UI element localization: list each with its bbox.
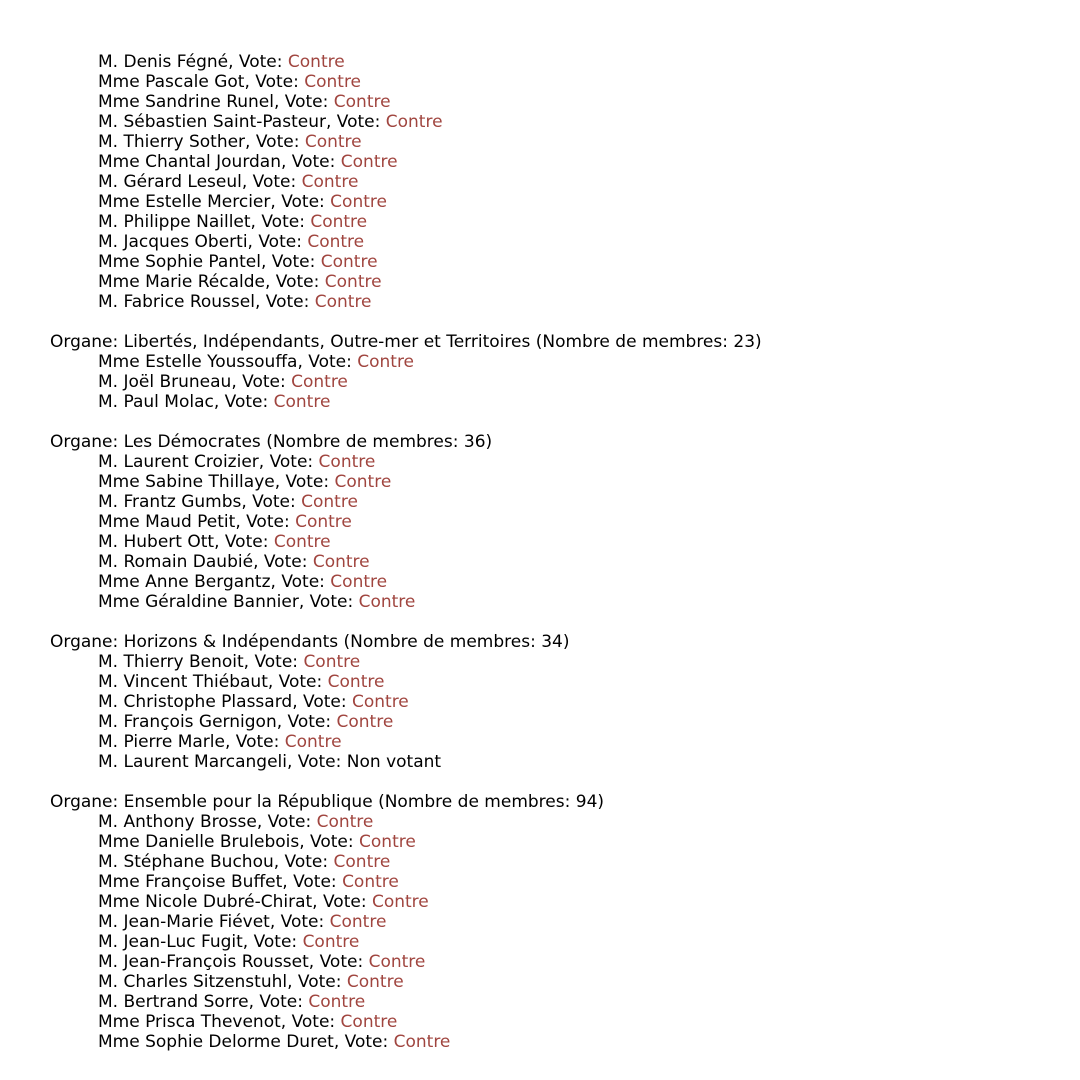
vote-label: , Vote: bbox=[333, 1032, 394, 1052]
vote-label: , Vote: bbox=[241, 492, 302, 512]
member-name: M. Romain Daubié bbox=[98, 552, 254, 572]
group-separator bbox=[50, 312, 1050, 332]
vote-value: Contre bbox=[316, 812, 374, 832]
vote-label: , Vote: bbox=[244, 72, 305, 92]
organe-header bbox=[50, 792, 1050, 812]
vote-value: Contre bbox=[310, 212, 368, 232]
organe-header bbox=[50, 632, 1050, 652]
member-row bbox=[50, 512, 1050, 532]
vote-label: , Vote: bbox=[228, 52, 288, 72]
member-name: Mme Françoise Buffet bbox=[98, 872, 283, 892]
member-row bbox=[50, 752, 1050, 772]
member-name: Mme Pascale Got bbox=[98, 72, 245, 92]
vote-list bbox=[50, 52, 1050, 1052]
vote-label: , Vote: bbox=[254, 292, 315, 312]
vote-label: , Vote: bbox=[265, 272, 325, 292]
organe-name: Les Démocrates bbox=[123, 432, 261, 452]
vote-label: , Vote: bbox=[269, 912, 330, 932]
member-name: M. Philippe Naillet bbox=[98, 212, 251, 232]
member-row bbox=[50, 392, 1050, 412]
member-row bbox=[50, 212, 1050, 232]
group-separator bbox=[50, 412, 1050, 432]
organe-header bbox=[50, 432, 1050, 452]
member-row bbox=[50, 892, 1050, 912]
member-name: M. Laurent Croizier bbox=[98, 452, 259, 472]
members-label: (Nombre de membres: bbox=[338, 632, 542, 652]
member-row bbox=[50, 572, 1050, 592]
vote-value: Contre bbox=[314, 292, 372, 312]
member-name: M. Paul Molac bbox=[98, 392, 214, 412]
members-count: 94 bbox=[575, 792, 598, 812]
vote-label: , Vote: bbox=[270, 192, 331, 212]
member-row bbox=[50, 972, 1050, 992]
vote-value: Contre bbox=[346, 972, 404, 992]
member-name: Mme Danielle Brulebois bbox=[98, 832, 300, 852]
organe-prefix: Organe: bbox=[50, 432, 124, 452]
vote-value: Contre bbox=[303, 652, 361, 672]
member-name: Mme Prisca Thevenot bbox=[98, 1012, 281, 1032]
organe-prefix: Organe: bbox=[50, 332, 124, 352]
vote-value: Contre bbox=[291, 372, 348, 392]
member-row bbox=[50, 152, 1050, 172]
members-close: ) bbox=[597, 792, 605, 812]
members-count: 36 bbox=[463, 432, 486, 452]
member-row bbox=[50, 352, 1050, 372]
vote-value: Contre bbox=[284, 732, 342, 752]
member-row bbox=[50, 912, 1050, 932]
member-name: M. Pierre Marle bbox=[98, 732, 225, 752]
vote-label: , Vote: bbox=[260, 252, 321, 272]
member-name: M. Thierry Benoit bbox=[98, 652, 244, 672]
vote-value: Contre bbox=[340, 1012, 398, 1032]
vote-label: , Vote: bbox=[245, 132, 305, 152]
members-count: 23 bbox=[733, 332, 756, 352]
member-row bbox=[50, 812, 1050, 832]
vote-value: Contre bbox=[330, 572, 388, 592]
member-name: M. Joël Bruneau bbox=[98, 372, 232, 392]
member-row bbox=[50, 732, 1050, 752]
member-name: M. Laurent Marcangeli bbox=[98, 752, 287, 772]
member-name: M. Hubert Ott bbox=[98, 532, 215, 552]
vote-value: Contre bbox=[308, 992, 366, 1012]
member-name: Mme Nicole Dubré-Chirat bbox=[98, 892, 313, 912]
member-name: M. Thierry Sother bbox=[98, 132, 246, 152]
vote-label: , Vote: bbox=[312, 892, 372, 912]
member-name: M. Sébastien Saint-Pasteur bbox=[98, 112, 326, 132]
member-name: M. Charles Sitzenstuhl bbox=[98, 972, 288, 992]
member-name: M. Vincent Thiébaut bbox=[98, 672, 268, 692]
member-row bbox=[50, 292, 1050, 312]
vote-label: , Vote: bbox=[256, 812, 317, 832]
vote-value: Contre bbox=[340, 152, 398, 172]
member-name: Mme Estelle Youssouffa bbox=[98, 352, 298, 372]
vote-label: , Vote: bbox=[242, 932, 303, 952]
vote-label: , Vote: bbox=[287, 752, 347, 772]
member-name: Mme Sandrine Runel bbox=[98, 92, 274, 112]
vote-value: Non votant bbox=[346, 752, 442, 772]
member-row bbox=[50, 712, 1050, 732]
organe-prefix: Organe: bbox=[50, 792, 124, 812]
member-row bbox=[50, 992, 1050, 1012]
member-name: M. Denis Fégné bbox=[98, 52, 229, 72]
vote-value: Contre bbox=[324, 272, 382, 292]
member-row bbox=[50, 272, 1050, 292]
member-row bbox=[50, 872, 1050, 892]
vote-label: , Vote: bbox=[281, 152, 341, 172]
member-row bbox=[50, 72, 1050, 92]
vote-label: , Vote: bbox=[292, 692, 352, 712]
vote-value: Contre bbox=[295, 512, 352, 532]
member-name: M. Christophe Plassard bbox=[98, 692, 293, 712]
member-name: Mme Anne Bergantz bbox=[98, 572, 271, 592]
vote-label: , Vote: bbox=[325, 112, 386, 132]
member-row bbox=[50, 1032, 1050, 1052]
vote-value: Contre bbox=[312, 552, 370, 572]
vote-value: Contre bbox=[320, 252, 378, 272]
vote-label: , Vote: bbox=[258, 452, 319, 472]
vote-label: , Vote: bbox=[267, 672, 328, 692]
vote-value: Contre bbox=[342, 872, 399, 892]
vote-label: , Vote: bbox=[248, 992, 309, 1012]
vote-value: Contre bbox=[368, 952, 426, 972]
vote-label: , Vote: bbox=[235, 512, 296, 532]
member-name: Mme Géraldine Bannier bbox=[98, 592, 299, 612]
member-row bbox=[50, 232, 1050, 252]
group-separator bbox=[50, 612, 1050, 632]
organe-header bbox=[50, 332, 1050, 352]
member-row bbox=[50, 652, 1050, 672]
member-row bbox=[50, 532, 1050, 552]
vote-value: Contre bbox=[359, 832, 416, 852]
vote-value: Contre bbox=[351, 692, 409, 712]
members-close: ) bbox=[562, 632, 570, 652]
vote-label: , Vote: bbox=[287, 972, 347, 992]
vote-label: , Vote: bbox=[250, 212, 311, 232]
member-row bbox=[50, 852, 1050, 872]
member-row bbox=[50, 452, 1050, 472]
member-row bbox=[50, 1012, 1050, 1032]
vote-value: Contre bbox=[304, 72, 362, 92]
member-name: Mme Estelle Mercier bbox=[98, 192, 271, 212]
members-close: ) bbox=[755, 332, 762, 352]
members-label: (Nombre de membres: bbox=[372, 792, 576, 812]
vote-value: Contre bbox=[301, 172, 359, 192]
member-row bbox=[50, 472, 1050, 492]
vote-label: , Vote: bbox=[213, 392, 274, 412]
organe-prefix: Organe: bbox=[50, 632, 124, 652]
member-name: M. Jean-Luc Fugit bbox=[98, 932, 243, 952]
members-label: (Nombre de membres: bbox=[530, 332, 734, 352]
member-row bbox=[50, 252, 1050, 272]
member-row bbox=[50, 52, 1050, 72]
vote-label: , Vote: bbox=[224, 732, 285, 752]
member-name: Mme Marie Récalde bbox=[98, 272, 265, 292]
vote-value: Contre bbox=[330, 192, 387, 212]
vote-value: Contre bbox=[318, 452, 376, 472]
member-name: M. Fabrice Roussel bbox=[98, 292, 255, 312]
vote-label: , Vote: bbox=[298, 592, 359, 612]
vote-value: Contre bbox=[273, 392, 331, 412]
member-row bbox=[50, 172, 1050, 192]
vote-label: , Vote: bbox=[274, 472, 335, 492]
vote-value: Contre bbox=[357, 352, 415, 372]
member-row bbox=[50, 672, 1050, 692]
member-row bbox=[50, 592, 1050, 612]
vote-label: , Vote: bbox=[270, 572, 331, 592]
vote-label: , Vote: bbox=[253, 552, 313, 572]
vote-value: Contre bbox=[334, 472, 392, 492]
vote-value: Contre bbox=[358, 592, 416, 612]
vote-label: , Vote: bbox=[247, 232, 308, 252]
vote-value: Contre bbox=[371, 892, 429, 912]
member-row bbox=[50, 92, 1050, 112]
member-name: Mme Sophie Pantel bbox=[98, 252, 261, 272]
vote-label: , Vote: bbox=[243, 652, 304, 672]
member-name: M. Frantz Gumbs bbox=[98, 492, 242, 512]
member-name: M. François Gernigon bbox=[98, 712, 277, 732]
vote-value: Contre bbox=[287, 52, 345, 72]
vote-label: , Vote: bbox=[282, 872, 343, 892]
member-name: Mme Maud Petit bbox=[98, 512, 236, 532]
member-name: M. Jacques Oberti bbox=[98, 232, 248, 252]
member-row bbox=[50, 492, 1050, 512]
vote-label: , Vote: bbox=[214, 532, 274, 552]
group-separator bbox=[50, 772, 1050, 792]
member-row bbox=[50, 132, 1050, 152]
vote-label: , Vote: bbox=[231, 372, 292, 392]
member-row bbox=[50, 932, 1050, 952]
vote-label: , Vote: bbox=[280, 1012, 341, 1032]
vote-value: Contre bbox=[307, 232, 365, 252]
organe-name: Libertés, Indépendants, Outre-mer et Territoires bbox=[123, 332, 531, 352]
member-row bbox=[50, 952, 1050, 972]
vote-label: , Vote: bbox=[276, 712, 337, 732]
member-name: M. Stéphane Buchou bbox=[98, 852, 274, 872]
vote-label: , Vote: bbox=[297, 352, 358, 372]
member-name: M. Jean-Marie Fiévet bbox=[98, 912, 270, 932]
vote-value: Contre bbox=[385, 112, 443, 132]
vote-label: , Vote: bbox=[241, 172, 302, 192]
vote-value: Contre bbox=[302, 932, 360, 952]
members-close: ) bbox=[485, 432, 493, 452]
member-row bbox=[50, 692, 1050, 712]
vote-value: Contre bbox=[273, 532, 331, 552]
organe-name: Horizons & Indépendants bbox=[123, 632, 339, 652]
vote-value: Contre bbox=[304, 132, 362, 152]
members-count: 34 bbox=[541, 632, 563, 652]
member-row bbox=[50, 112, 1050, 132]
member-name: M. Gérard Leseul bbox=[98, 172, 242, 192]
vote-value: Contre bbox=[327, 672, 385, 692]
member-name: M. Bertrand Sorre bbox=[98, 992, 249, 1012]
member-name: Mme Sophie Delorme Duret bbox=[98, 1032, 334, 1052]
vote-value: Contre bbox=[336, 712, 394, 732]
member-row bbox=[50, 192, 1050, 212]
member-row bbox=[50, 372, 1050, 392]
vote-value: Contre bbox=[329, 912, 387, 932]
vote-value: Contre bbox=[333, 852, 391, 872]
members-label: (Nombre de membres: bbox=[260, 432, 464, 452]
vote-value: Contre bbox=[301, 492, 358, 512]
member-name: M. Anthony Brosse bbox=[98, 812, 257, 832]
vote-value: Contre bbox=[393, 1032, 451, 1052]
member-name: Mme Sabine Thillaye bbox=[98, 472, 275, 492]
vote-label: , Vote: bbox=[273, 852, 334, 872]
member-row bbox=[50, 832, 1050, 852]
vote-value: Contre bbox=[333, 92, 391, 112]
vote-label: , Vote: bbox=[308, 952, 369, 972]
member-name: M. Jean-François Rousset bbox=[98, 952, 309, 972]
member-name: Mme Chantal Jourdan bbox=[98, 152, 281, 172]
vote-label: , Vote: bbox=[274, 92, 334, 112]
organe-name: Ensemble pour la République bbox=[123, 792, 373, 812]
vote-label: , Vote: bbox=[299, 832, 360, 852]
member-row bbox=[50, 552, 1050, 572]
